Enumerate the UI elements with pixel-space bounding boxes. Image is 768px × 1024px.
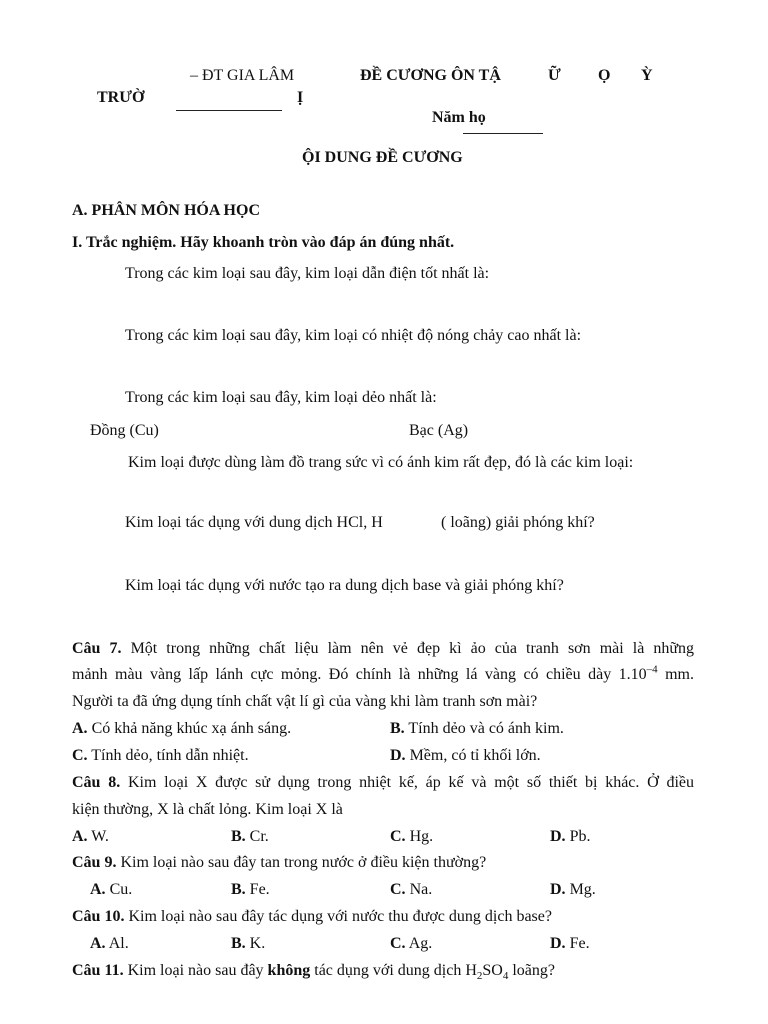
question-8-text-1: Kim loại X được sử dụng trong nhiệt kế, áp kế và một số thiết bị khác. Ở điều: [127, 774, 694, 791]
question-9-option-c: [390, 880, 432, 900]
subscript: 2: [476, 970, 483, 983]
school-name: TRƯỜ: [97, 89, 145, 106]
option-text: Fe.: [569, 935, 590, 952]
question-7-text-2b: mm.: [657, 666, 694, 683]
option-letter: C.: [72, 747, 88, 764]
question-9: [72, 853, 486, 873]
part-heading: I. Trắc nghiệm. Hãy khoanh tròn vào đáp án đúng nhất.: [72, 234, 455, 251]
option-letter: A.: [72, 828, 88, 845]
option-letter: A.: [90, 881, 106, 898]
option-letter: B.: [231, 828, 246, 845]
option-letter: A.: [90, 935, 106, 952]
option-letter: B.: [390, 720, 405, 737]
option-text: Cu.: [109, 881, 133, 898]
question-3-option-b: Bạc (Ag): [409, 422, 469, 439]
question-6: Kim loại tác dụng với nước tạo ra dung dịch base và giải phóng khí?: [125, 577, 564, 594]
option-text: W.: [91, 828, 109, 845]
option-text: Mềm, có tỉ khối lớn.: [409, 747, 541, 764]
option-letter: D.: [390, 747, 406, 764]
question-7-text-2: [72, 663, 694, 683]
option-letter: D.: [550, 881, 566, 898]
school-unit: – ĐT GIA LÂM: [190, 67, 295, 84]
question-11-text-b: tác dụng với dung dịch H: [314, 962, 477, 979]
question-11-text-a: Kim loại nào sau đây: [127, 962, 264, 979]
question-9-option-b: [231, 880, 270, 900]
option-letter: B.: [231, 935, 246, 952]
question-9-text: Kim loại nào sau đây tan trong nước ở điều kiện thường?: [120, 854, 487, 871]
question-4: Kim loại được dùng làm đồ trang sức vì có ánh kim rất đẹp, đó là các kim loại:: [128, 454, 634, 471]
question-10-text: Kim loại nào sau đây tác dụng với nước thu được dung dịch base?: [128, 908, 552, 925]
question-8-line-1: [72, 773, 694, 793]
question-11-label: Câu 11.: [72, 962, 124, 979]
question-7-label: Câu 7.: [72, 640, 122, 657]
title-fragment-3: Ỳ: [641, 67, 653, 84]
option-text: Mg.: [569, 881, 596, 898]
question-10-option-a: [90, 934, 129, 954]
question-10-label: Câu 10.: [72, 908, 125, 925]
question-8-option-b: [231, 827, 269, 847]
question-10: [72, 907, 552, 927]
question-11: [72, 961, 555, 981]
question-7-line-2: [72, 665, 694, 685]
question-7-text-1: Một trong những chất liệu làm nên vẻ đẹp kì ảo của tranh sơn mài là những: [130, 640, 695, 657]
question-7-text-2a: mảnh màu vàng lấp lánh cực mỏng. Đó chính là những lá vàng có chiều dày 1.10: [72, 666, 647, 683]
question-3: Trong các kim loại sau đây, kim loại dẻo nhất là:: [125, 389, 437, 406]
option-text: Cr.: [249, 828, 269, 845]
question-7-line-1: [72, 639, 694, 659]
question-7-option-d: [390, 746, 541, 766]
question-11-emphasis: không: [267, 962, 311, 979]
content-title: ỘI DUNG ĐỀ CƯƠNG: [302, 149, 463, 166]
year-underline: [463, 133, 543, 134]
title-fragment-2: Ọ: [598, 67, 611, 84]
option-text: Tính dẻo và có ánh kim.: [408, 720, 564, 737]
option-text: Fe.: [249, 881, 270, 898]
school-year: Năm họ: [432, 109, 486, 126]
option-letter: C.: [390, 881, 406, 898]
option-text: Hg.: [409, 828, 434, 845]
school-underline: [176, 110, 282, 111]
question-9-label: Câu 9.: [72, 854, 117, 871]
option-text: Có khả năng khúc xạ ánh sáng.: [91, 720, 292, 737]
question-1: Trong các kim loại sau đây, kim loại dẫn điện tốt nhất là:: [125, 265, 490, 282]
option-letter: A.: [72, 720, 88, 737]
option-text: Al.: [108, 935, 129, 952]
option-text: Na.: [409, 881, 433, 898]
title-fragment-1: Ữ: [548, 67, 561, 84]
section-heading: A. PHÂN MÔN HÓA HỌC: [72, 202, 260, 219]
question-10-option-b: [231, 934, 265, 954]
question-7-option-b: [390, 719, 564, 739]
option-text: Tính dẻo, tính dẫn nhiệt.: [91, 747, 249, 764]
exponent: –4: [646, 663, 658, 676]
question-8-label: Câu 8.: [72, 774, 121, 791]
option-letter: D.: [550, 935, 566, 952]
question-9-option-d: [550, 880, 596, 900]
question-7-option-a: [72, 719, 291, 739]
subscript: 4: [502, 970, 509, 983]
question-11-formula-text: [314, 962, 556, 983]
option-letter: B.: [231, 881, 246, 898]
option-letter: C.: [390, 828, 406, 845]
option-text: Ag.: [408, 935, 433, 952]
title-subline: Ị: [297, 89, 304, 106]
option-text: K.: [249, 935, 266, 952]
question-5-part-1: Kim loại tác dụng với dung dịch HCl, H: [125, 514, 383, 531]
option-text: Pb.: [569, 828, 591, 845]
question-7-option-c: [72, 746, 249, 766]
document-title: ĐỀ CƯƠNG ÔN TẬ: [360, 67, 501, 84]
question-10-option-c: [390, 934, 432, 954]
question-9-option-a: [90, 880, 132, 900]
question-5-part-2: ( loãng) giải phóng khí?: [441, 514, 595, 531]
question-11-text-d: loãng?: [508, 962, 556, 979]
question-10-option-d: [550, 934, 590, 954]
question-2: Trong các kim loại sau đây, kim loại có nhiệt độ nóng chảy cao nhất là:: [125, 327, 582, 344]
question-11-text-c: SO: [482, 962, 503, 979]
question-8-line-2: kiện thường, X là chất lỏng. Kim loại X là: [72, 801, 343, 818]
question-8-option-c: [390, 827, 433, 847]
question-3-option-a: Đồng (Cu): [90, 422, 159, 439]
question-8-option-a: [72, 827, 109, 847]
question-7-line-3: Người ta đã ứng dụng tính chất vật lí gì của vàng khi làm tranh sơn mài?: [72, 693, 538, 710]
option-letter: D.: [550, 828, 566, 845]
option-letter: C.: [390, 935, 406, 952]
question-8-option-d: [550, 827, 590, 847]
